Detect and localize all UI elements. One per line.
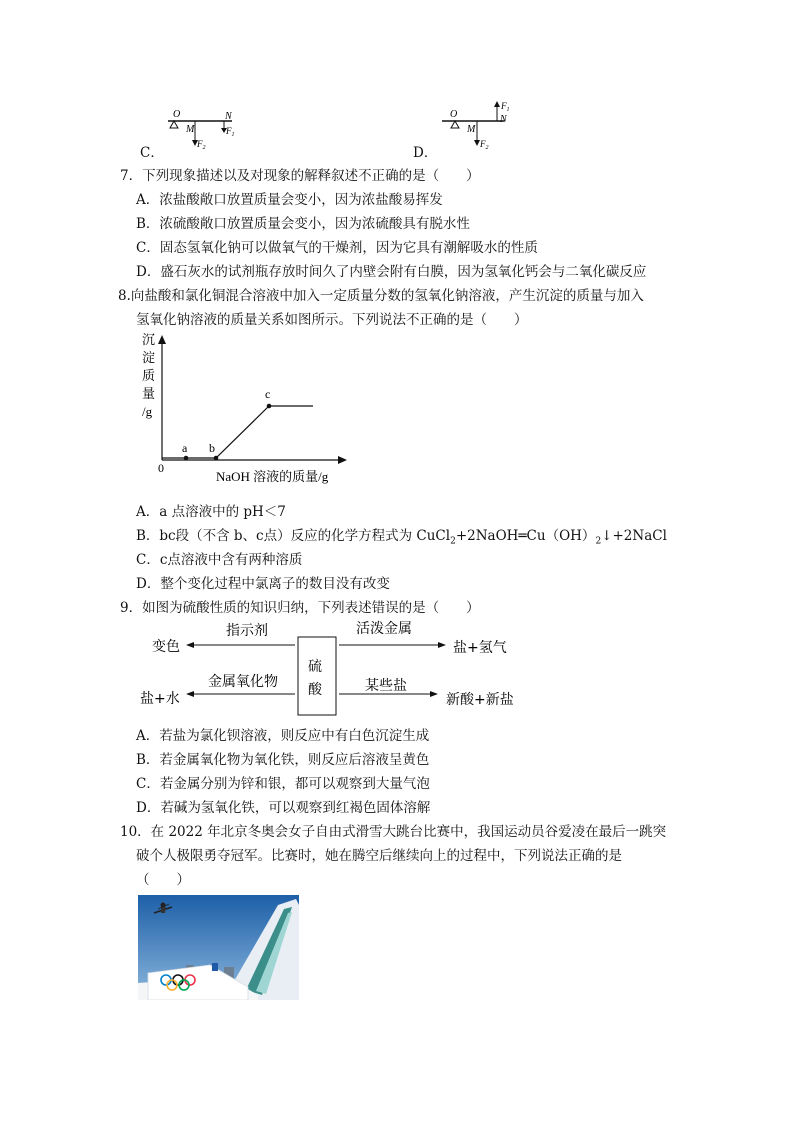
svg-text:F1: $F_1$: [226, 126, 235, 138]
svg-text:F1: $F_1$: [501, 101, 510, 113]
lever-diagram-d: [440, 100, 520, 152]
svg-text:F2: $F_2$: [480, 139, 489, 151]
origin-label: 0: [158, 461, 164, 475]
bottom-left-result: 盐+水: [140, 691, 180, 707]
option-d-label: D．: [413, 145, 438, 161]
q8-option-b: B．bc段（不含 b、c点）反应的化学方程式为 $CuCl_2+2NaOH═Cu(OH)_2↓+2NaCl$: [136, 528, 667, 547]
top-left-result: 变色: [152, 639, 180, 655]
lever-o-label: O: [173, 109, 181, 120]
bottom-left-label: 金属氧化物: [208, 674, 278, 690]
top-right-result: 盐+氢气: [453, 640, 507, 656]
svg-text:N: N: [225, 111, 232, 122]
q8-option-d: D．整个变化过程中氯离子的数目没有改变: [136, 576, 390, 592]
svg-text:质: 质: [142, 368, 156, 383]
point-b-marker: [214, 456, 219, 461]
svg-text:硫: 硫: [308, 659, 322, 675]
q8-option-c: C．c点溶液中含有两种溶质: [136, 552, 303, 568]
q7-stem: 7．下列现象描述以及对现象的解释叙述不正确的是（ ）: [120, 168, 480, 184]
bottom-right-result: 新酸+新盐: [446, 692, 514, 708]
q9-option-b: B．若金属氧化物为氧化铁，则反应后溶液呈黄色: [136, 752, 430, 768]
q8-option-a: A．a 点溶液中的 pH＜7: [136, 504, 286, 520]
svg-text:酸: 酸: [308, 682, 322, 698]
lever-diagram-c: [166, 100, 246, 152]
q9-option-d: D．若碱为氢氧化铁，可以观察到红褐色固体溶解: [136, 800, 431, 816]
svg-text:淀: 淀: [142, 350, 156, 365]
q8-stem-line1: 8.向盐酸和氯化铜混合溶液中加入一定质量分数的氢氧化钠溶液，产生沉淀的质量与加入: [118, 288, 644, 304]
svg-text:M: M: [467, 124, 476, 135]
bottom-right-label: 某些盐: [365, 678, 407, 694]
svg-text:沉: 沉: [142, 332, 156, 347]
x-axis-arrow: [338, 456, 347, 464]
q7-option-c: C．固态氢氧化钠可以做氧气的干燥剂，因为它具有潮解吸水的性质: [136, 240, 538, 256]
svg-text:/g: /g: [142, 404, 153, 419]
svg-text:量: 量: [142, 386, 156, 401]
q10-stem-line1: 10．在 2022 年北京冬奥会女子自由式滑雪大跳台比赛中，我国运动员谷爱凌在最后一跳突: [120, 824, 667, 840]
svg-text:O: O: [450, 109, 458, 120]
top-left-label: 指示剂: [226, 623, 268, 639]
top-right-label: 活泼金属: [356, 621, 412, 637]
q10-answer-blank: （ ）: [136, 872, 190, 888]
point-c-marker: [267, 404, 272, 409]
q8-graph: [130, 326, 360, 491]
svg-text:M: M: [186, 124, 195, 135]
point-a-label: a: [182, 441, 188, 455]
ski-jump-photo: [138, 895, 299, 1000]
q9-option-c: C．若金属分别为锌和银，都可以观察到大量气泡: [136, 776, 430, 792]
q7-option-a: A．浓盐酸敞口放置质量会变小，因为浓盐酸易挥发: [136, 192, 443, 208]
q10-stem-line2: 破个人极限勇夺冠军。比赛时，她在腾空后继续向上的过程中，下列说法正确的是: [136, 848, 622, 864]
y-axis-arrow: [158, 335, 166, 344]
point-b-label: b: [209, 441, 215, 455]
option-c-label: C．: [140, 145, 164, 161]
sulfuric-acid-box: [298, 637, 336, 715]
svg-text:F2: $F_2$: [197, 139, 206, 151]
x-axis-label: NaOH 溶液的质量/g: [216, 469, 329, 484]
q7-option-d: D．盛石灰水的试剂瓶存放时间久了内壁会附有白膜，因为氢氧化钙会与二氧化碳反应: [136, 264, 647, 280]
q9-diagram: [140, 614, 530, 719]
q9-option-a: A．若盐为氯化钡溶液，则反应中有白色沉淀生成: [136, 728, 430, 744]
q8-stem-line2: 氢氧化钠溶液的质量关系如图所示。下列说法不正确的是（ ）: [136, 312, 528, 328]
point-a-marker: [184, 456, 189, 461]
point-c-label: c: [265, 387, 271, 401]
svg-text:N: N: [500, 114, 507, 125]
q7-option-b: B．浓硫酸敞口放置质量会变小，因为浓硫酸具有脱水性: [136, 216, 470, 232]
q9-stem: 9．如图为硫酸性质的知识归纳，下列表述错误的是（ ）: [120, 600, 480, 616]
